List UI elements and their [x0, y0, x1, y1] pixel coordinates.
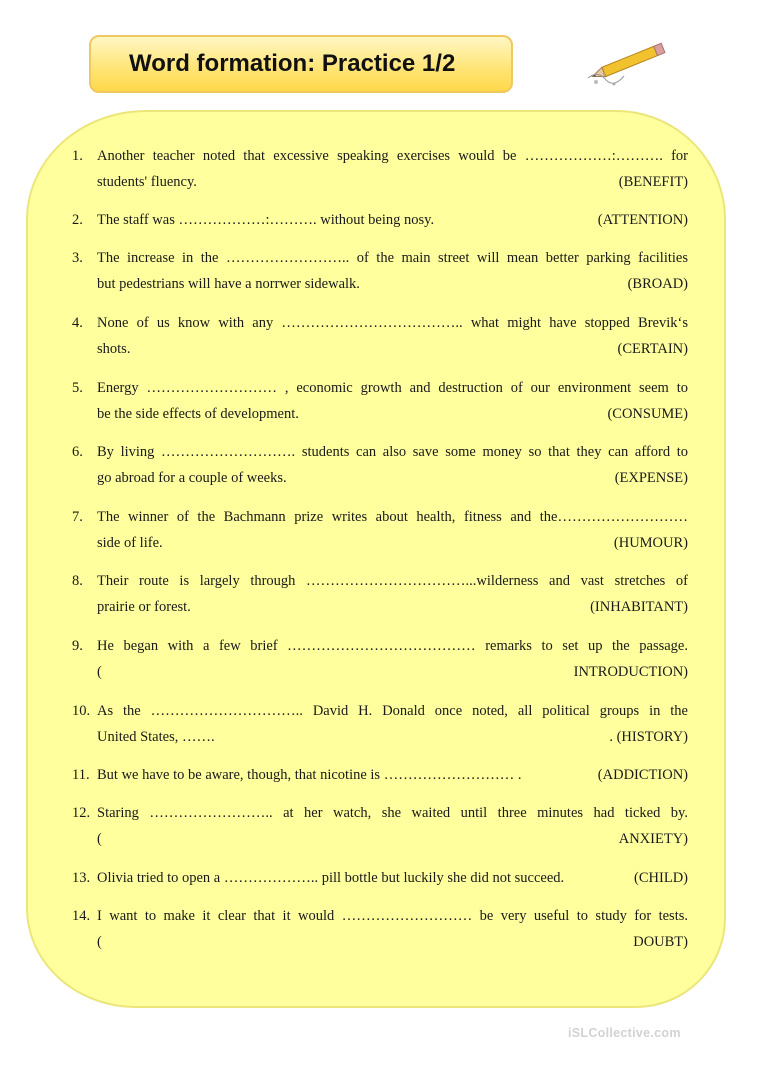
item-number: 14. [72, 908, 91, 924]
item-cue-word: (CHILD) [634, 870, 688, 886]
item-cue-word: . (HISTORY) [609, 729, 688, 745]
item-number: 9. [72, 638, 83, 654]
item-cue-word: (EXPENSE) [614, 470, 688, 486]
exercise-item [72, 504, 688, 556]
item-number: 7. [72, 509, 83, 525]
item-text: Energy ……………………… , economic growth and destruction of our environment seem to [97, 380, 688, 396]
exercise-item [72, 310, 688, 362]
item-cue-word: (INHABITANT) [590, 599, 688, 615]
exercise-item [72, 633, 688, 685]
item-number: 1. [72, 148, 83, 164]
exercise-item [72, 568, 688, 620]
item-text: The increase in the …………………….. of the main street will mean better parking facilities [97, 250, 688, 266]
item-text-continued: United States, ……. [97, 729, 215, 745]
item-number: 6. [72, 444, 83, 460]
item-text: The staff was ………………:………. without being nosy. [97, 212, 435, 228]
item-text: The winner of the Bachmann prize writes about health, fitness and the……………………… [97, 509, 688, 525]
exercise-item [72, 865, 688, 891]
item-number: 10. [72, 703, 91, 719]
item-number: 11. [72, 767, 90, 783]
item-cue-word: INTRODUCTION) [573, 664, 688, 680]
item-text: By living ………………………. students can also save some money so that they can afford to [97, 444, 688, 460]
item-text-continued: ( [97, 664, 102, 680]
item-text-continued: shots. [97, 341, 131, 357]
item-number: 4. [72, 315, 83, 331]
item-text: None of us know with any ……………………………….. what might have stopped Brevik‘s [97, 315, 688, 331]
exercise-item [72, 439, 688, 491]
item-cue-word: DOUBT) [633, 934, 688, 950]
item-text-continued: be the side effects of development. [97, 406, 299, 422]
item-text-continued: go abroad for a couple of weeks. [97, 470, 287, 486]
exercise-item [72, 698, 688, 750]
item-cue-word: (BENEFIT) [618, 174, 688, 190]
item-cue-word: ANXIETY) [618, 831, 688, 847]
item-number: 5. [72, 380, 83, 396]
exercise-item [72, 903, 688, 955]
item-cue-word: (CONSUME) [607, 406, 688, 422]
item-number: 3. [72, 250, 83, 266]
watermark: iSLCollective.com [568, 1026, 681, 1040]
item-cue-word: (HUMOUR) [613, 535, 688, 551]
item-number: 8. [72, 573, 83, 589]
item-text: I want to make it clear that it would ……………………… be very useful to study for tests. [97, 908, 688, 924]
item-text-continued: but pedestrians will have a norrwer sidewalk. [97, 276, 360, 292]
page-title: Word formation: Practice 1/2 [129, 50, 456, 77]
exercise-item [72, 800, 688, 852]
item-number: 12. [72, 805, 91, 821]
item-cue-word: (ATTENTION) [597, 212, 688, 228]
item-number: 13. [72, 870, 91, 886]
item-text: Their route is largely through ……………………………...wilderness and vast stretches of [97, 573, 688, 589]
item-text: Olivia tried to open a ……………….. pill bottle but luckily she did not succeed. [97, 870, 565, 886]
item-number: 2. [72, 212, 83, 228]
item-text-continued: students' fluency. [97, 174, 197, 190]
item-text-continued: side of life. [97, 535, 163, 551]
exercise-item [72, 207, 688, 233]
item-text: As the ………………………….. David H. Donald once noted, all political groups in the [97, 703, 688, 719]
exercise-item [72, 143, 688, 195]
exercise-item [72, 375, 688, 427]
item-cue-word: (ADDICTION) [597, 767, 688, 783]
item-cue-word: (BROAD) [627, 276, 688, 292]
item-cue-word: (CERTAIN) [617, 341, 688, 357]
exercise-item [72, 762, 688, 788]
item-text-continued: prairie or forest. [97, 599, 191, 615]
item-text-continued: ( [97, 934, 102, 950]
item-text: Another teacher noted that excessive speaking exercises would be ………………:………. for [97, 148, 688, 164]
item-text: Staring …………………….. at her watch, she waited until three minutes had ticked by. [97, 805, 688, 821]
exercise-item [72, 245, 688, 297]
item-text: But we have to be aware, though, that nicotine is ……………………… . [97, 767, 522, 783]
item-text-continued: ( [97, 831, 102, 847]
item-text: He began with a few brief ………………………………… remarks to set up the passage. [97, 638, 688, 654]
